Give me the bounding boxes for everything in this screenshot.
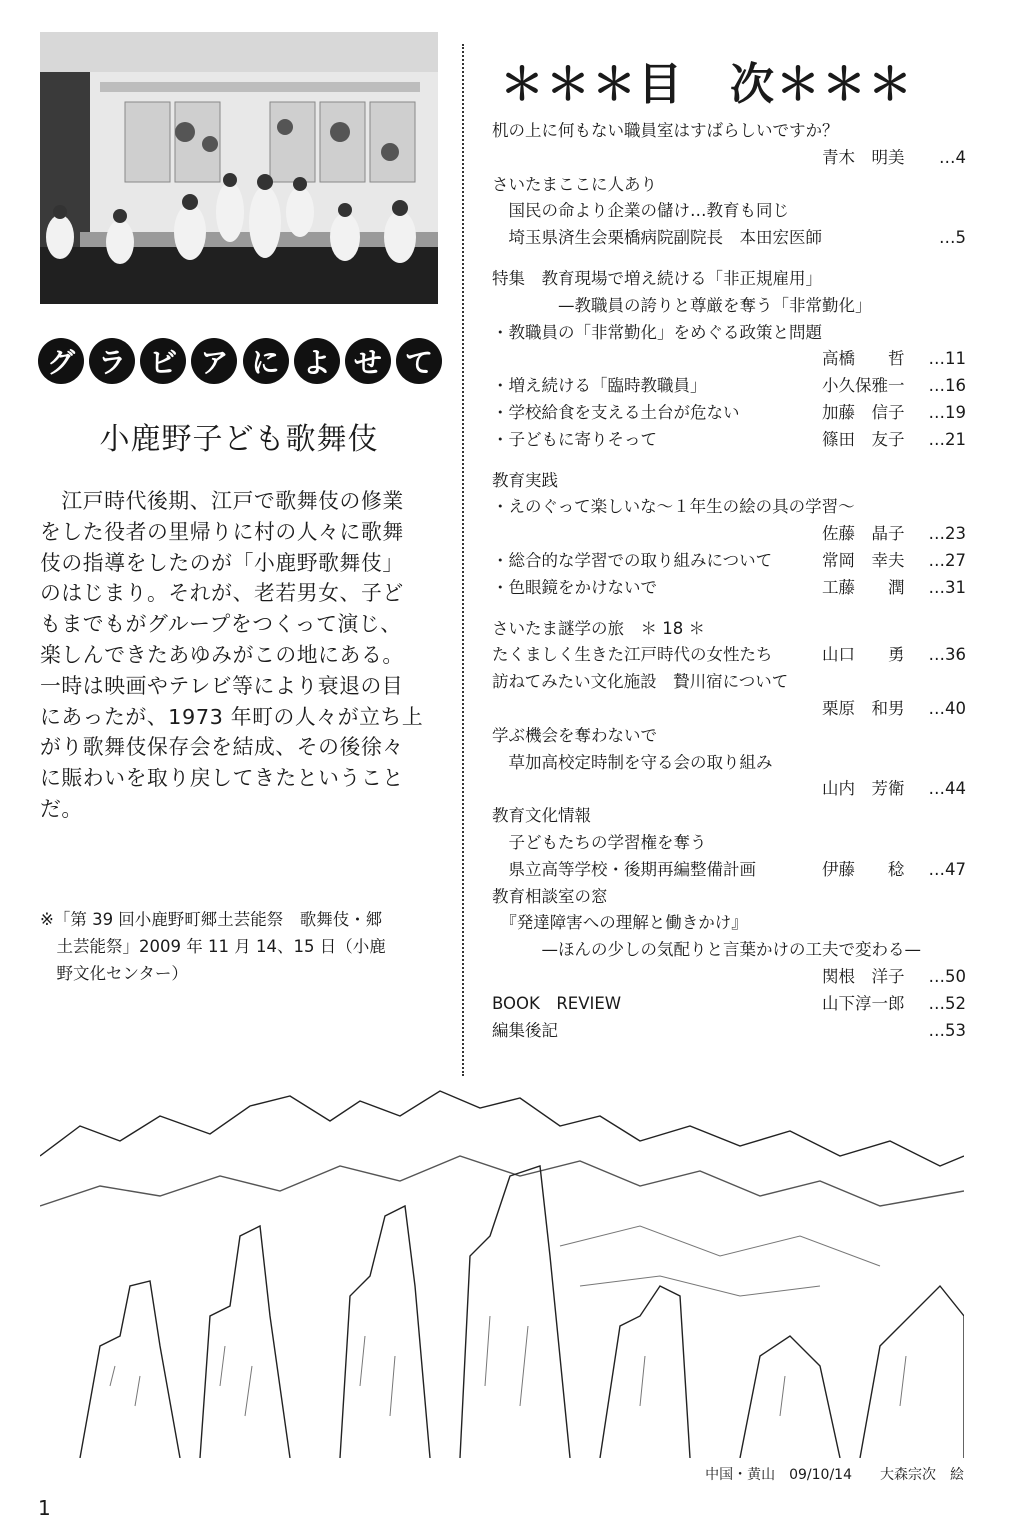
toc-entry-page: …27 — [928, 550, 966, 570]
gravure-heading — [38, 338, 442, 384]
table-of-contents — [492, 118, 966, 1044]
note-line: ※「第 39 回小鹿野町郷土芸能祭 歌舞伎・郷 — [40, 910, 383, 929]
toc-entry-page: …11 — [928, 349, 966, 369]
toc-entry-title: 『発達障害への理解と働きかけ』 — [492, 913, 748, 933]
toc-entry-title: 特集 教育現場で増え続ける「非正規雇用」 — [492, 268, 822, 288]
toc-entry[interactable] — [492, 857, 966, 884]
toc-entry-title: 教育文化情報 — [492, 806, 591, 826]
toc-entry[interactable] — [492, 803, 966, 830]
toc-entry[interactable] — [492, 616, 966, 643]
toc-entry-author: 小久保雅一 — [822, 376, 905, 396]
toc-title: ＊＊＊目 次＊＊＊ — [500, 59, 914, 110]
toc-entry-title: ・えのぐって楽しいな〜１年生の絵の具の学習〜 — [492, 497, 855, 517]
toc-entry[interactable] — [492, 1018, 966, 1045]
toc-entry[interactable] — [492, 468, 966, 495]
toc-entry[interactable] — [492, 548, 966, 575]
toc-entry-author: 篠田 友子 — [822, 429, 905, 449]
note-line: 野文化センター） — [40, 964, 188, 983]
toc-entry[interactable] — [492, 750, 966, 777]
toc-entry-author: 加藤 信子 — [822, 402, 905, 422]
toc-entry[interactable] — [492, 830, 966, 857]
painting-caption: 中国・黄山 09/10/14 大森宗次 絵 — [705, 1467, 964, 1483]
toc-entry[interactable] — [492, 669, 966, 696]
toc-entry-author: 山下淳一郎 — [822, 993, 905, 1013]
toc-entry-title: 編集後記 — [492, 1020, 558, 1040]
toc-entry[interactable] — [492, 937, 966, 964]
toc-entry-page: …4 — [939, 147, 966, 167]
toc-entry-title: ・学校給食を支える土台が危ない — [492, 402, 740, 422]
gravure-char: ラ — [89, 338, 135, 384]
toc-entry-author: 山内 芳衛 — [822, 779, 905, 799]
toc-entry-title: 机の上に何もない職員室はすばらしいですか？ — [492, 121, 839, 140]
toc-entry-title: ・子どもに寄りそって — [492, 429, 657, 449]
toc-entry[interactable] — [492, 964, 966, 991]
gravure-char: せ — [345, 338, 391, 384]
kabuki-stage-photo — [40, 32, 438, 304]
toc-entry-title: ・増え続ける「臨時教職員」 — [492, 376, 707, 396]
toc-entry[interactable] — [492, 884, 966, 911]
toc-entry-title: ・総合的な学習での取り組みについて — [492, 550, 773, 570]
toc-entry[interactable] — [492, 225, 966, 252]
toc-gap — [492, 454, 966, 468]
toc-entry-author: 栗原 和男 — [822, 698, 905, 718]
essay-line: に賑わいを取り戻してきたということ — [40, 766, 404, 791]
toc-entry-title: 国民の命より企業の儲け…教育も同じ — [492, 201, 789, 221]
toc-entry[interactable] — [492, 198, 966, 225]
toc-entry[interactable] — [492, 145, 966, 172]
toc-entry-title: 草加高校定時制を守る会の取り組み — [492, 752, 773, 772]
toc-entry-author: 常岡 幸夫 — [822, 550, 905, 570]
essay-line: だ。 — [40, 796, 83, 821]
toc-entry-title: —教職員の誇りと尊厳を奪う「非常勤化」 — [492, 295, 872, 315]
toc-entry-title: ・教職員の「非常勤化」をめぐる政策と問題 — [492, 322, 822, 342]
essay-line: 江戸時代後期、江戸で歌舞伎の修業 — [40, 489, 404, 513]
essay-line: 伎の指導をしたのが「小鹿野歌舞伎」 — [40, 550, 404, 575]
toc-entry[interactable] — [492, 776, 966, 803]
essay-line: をした役者の里帰りに村の人々に歌舞 — [40, 519, 404, 544]
toc-entry[interactable] — [492, 118, 966, 145]
toc-entry[interactable] — [492, 266, 966, 293]
toc-entry-title: 県立高等学校・後期再編整備計画 — [492, 859, 756, 879]
gravure-char: よ — [294, 338, 340, 384]
essay-line: もまでもがグループをつくって演じ、 — [40, 612, 402, 637]
toc-entry[interactable] — [492, 346, 966, 373]
toc-entry-page: …16 — [928, 376, 966, 396]
toc-entry-page: …36 — [928, 645, 966, 665]
toc-entry-page: …19 — [928, 402, 966, 422]
toc-entry-page: …47 — [928, 859, 966, 879]
toc-entry-author: 佐藤 晶子 — [822, 524, 905, 544]
toc-entry-author: 工藤 潤 — [822, 577, 905, 597]
essay-line: のはじまり。それが、老若男女、子ど — [40, 581, 404, 606]
gravure-char: ビ — [140, 338, 186, 384]
toc-entry[interactable] — [492, 320, 966, 347]
toc-gap — [492, 602, 966, 616]
note-line: 土芸能祭」2009 年 11 月 14、15 日（小鹿 — [40, 937, 386, 956]
toc-entry-title: 教育相談室の窓 — [492, 886, 608, 906]
toc-entry-page: …52 — [928, 993, 966, 1013]
toc-entry[interactable] — [492, 427, 966, 454]
toc-entry-title: BOOK REVIEW — [492, 993, 622, 1013]
toc-entry-page: …5 — [939, 228, 966, 248]
toc-gap — [492, 252, 966, 266]
mountain-sketch — [40, 1086, 964, 1458]
toc-entry-page: …50 — [928, 966, 966, 986]
toc-entry[interactable] — [492, 400, 966, 427]
toc-entry[interactable] — [492, 494, 966, 521]
toc-entry-page: …53 — [928, 1020, 966, 1040]
toc-entry-title: 教育実践 — [492, 470, 558, 490]
toc-entry[interactable] — [492, 991, 966, 1018]
gravure-char: グ — [38, 338, 84, 384]
toc-entry-page: …40 — [928, 698, 966, 718]
toc-entry-title: 訪ねてみたい文化施設 贄川宿について — [492, 672, 789, 692]
toc-entry-title: さいたま謎学の旅 ＊ 18 ＊ — [492, 618, 705, 638]
toc-entry[interactable] — [492, 172, 966, 199]
toc-entry-author: 山口 勇 — [822, 645, 905, 665]
toc-entry[interactable] — [492, 723, 966, 750]
essay-line: がり歌舞伎保存会を結成、その後徐々 — [40, 735, 404, 760]
essay-line: にあったが、1973 年町の人々が立ち上 — [40, 704, 424, 729]
gravure-subtitle: 小鹿野子ども歌舞伎 — [99, 422, 379, 457]
toc-entry-title: —ほんの少しの気配りと言葉かけの工夫で変わる— — [492, 940, 921, 960]
toc-entry-title: ・色眼鏡をかけないで — [492, 577, 657, 597]
toc-entry-title: 学ぶ機会を奪わないで — [492, 725, 657, 745]
gravure-char: ア — [191, 338, 237, 384]
toc-entry-author: 関根 洋子 — [822, 966, 905, 986]
gravure-essay — [40, 486, 444, 825]
gravure-note — [40, 906, 444, 987]
toc-entry-title: 埼玉県済生会栗橋病院副院長 本田宏医師 — [492, 228, 822, 248]
toc-entry[interactable] — [492, 575, 966, 602]
page-number: 1 — [38, 1496, 51, 1520]
toc-entry[interactable] — [492, 910, 966, 937]
toc-entry[interactable] — [492, 696, 966, 723]
toc-entry-page: …23 — [928, 524, 966, 544]
toc-entry[interactable] — [492, 521, 966, 548]
toc-entry-title: 子どもたちの学習権を奪う — [492, 832, 707, 852]
gravure-char: に — [243, 338, 289, 384]
toc-entry[interactable] — [492, 293, 966, 320]
toc-entry-page: …21 — [928, 429, 966, 449]
column-divider — [462, 44, 464, 1076]
toc-entry-title: さいたまここに人あり — [492, 174, 657, 194]
toc-entry-page: …44 — [928, 779, 966, 799]
toc-entry-title: たくましく生きた江戸時代の女性たち — [492, 645, 773, 665]
toc-entry-author: 青木 明美 — [822, 147, 905, 167]
toc-entry-author: 伊藤 稔 — [822, 859, 905, 879]
gravure-char: て — [396, 338, 442, 384]
toc-entry-author: 高橋 哲 — [822, 349, 905, 369]
essay-line: 楽しんできたあゆみがこの地にある。 — [40, 642, 404, 667]
toc-entry[interactable] — [492, 373, 966, 400]
toc-entry-page: …31 — [928, 577, 966, 597]
essay-line: 一時は映画やテレビ等により衰退の目 — [40, 673, 404, 698]
toc-entry[interactable] — [492, 642, 966, 669]
